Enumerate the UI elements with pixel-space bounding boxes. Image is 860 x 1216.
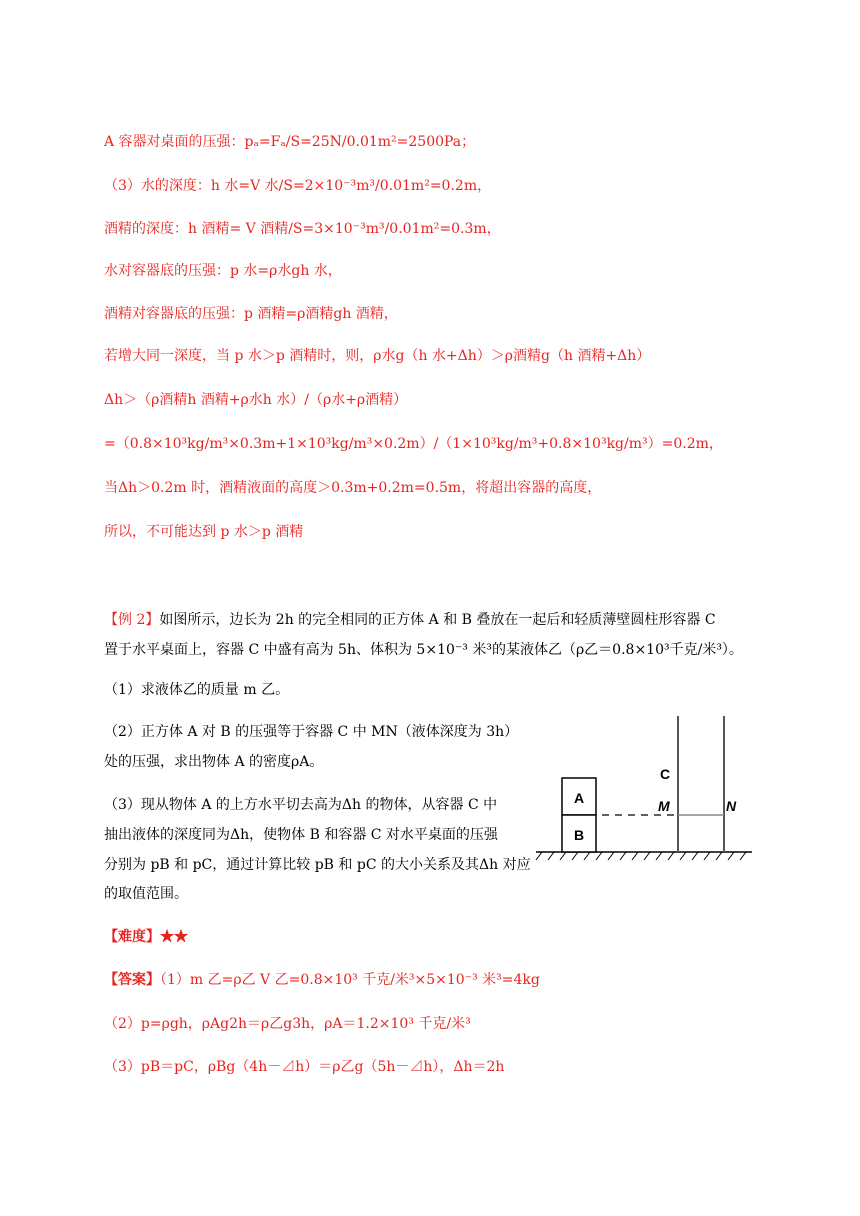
- label-n: N: [726, 798, 737, 814]
- question-2-line-1: （2）正方体 A 对 B 的压强等于容器 C 中 MN（液体深度为 3h）: [104, 724, 519, 740]
- solution-line-7: Δh＞（ρ酒精h 酒精+ρ水h 水）/（ρ水+ρ酒精）: [104, 392, 408, 408]
- question-1: （1）求液体乙的质量 m 乙。: [104, 682, 290, 698]
- solution-line-2: （3）水的深度：h 水=V 水/S=2×10⁻³m³/0.01m²=0.2m，: [104, 178, 492, 194]
- answer-2: （2）p=ρgh，ρAg2h＝ρ乙g3h，ρA＝1.2×10³ 千克/米³: [104, 1016, 471, 1032]
- answer-label: 【答案】: [104, 972, 160, 988]
- question-3-line-1: （3）现从物体 A 的上方水平切去高为Δh 的物体，从容器 C 中: [104, 797, 498, 813]
- solution-line-8: =（0.8×10³kg/m³×0.3m+1×10³kg/m³×0.2m）/（1×10³kg/m³+0.8×10³kg/m³）=0.2m，: [104, 436, 723, 452]
- example-intro-line-2: 置于水平桌面上，容器 C 中盛有高为 5h、体积为 5×10⁻³ 米³的某液体乙（ρ乙＝0.8×10³千克/米³）。: [104, 642, 743, 658]
- figure-container-diagram: [534, 712, 756, 864]
- solution-line-10: 所以，不可能达到 p 水＞p 酒精: [104, 524, 304, 540]
- solution-line-1: A 容器对桌面的压强：pₐ=Fₐ/S=25N/0.01m²=2500Pa；: [104, 134, 476, 150]
- answer-1: （1）m 乙=ρ乙 V 乙=0.8×10³ 千克/米³×5×10⁻³ 米³=4kg: [160, 972, 540, 988]
- question-3-line-3: 分别为 pB 和 pC，通过计算比较 pB 和 pC 的大小关系及其Δh 对应: [104, 857, 531, 873]
- question-3-line-2: 抽出液体的深度同为Δh，使物体 B 和容器 C 对水平桌面的压强: [104, 827, 498, 843]
- question-2-line-2: 处的压强，求出物体 A 的密度ρA。: [104, 754, 324, 770]
- answer-row-1: [104, 970, 540, 990]
- label-a: A: [573, 790, 585, 806]
- label-m: M: [658, 798, 670, 814]
- example-tag: 【例 2】: [104, 612, 160, 628]
- label-c: C: [660, 766, 671, 782]
- example-intro-1: 如图所示，边长为 2h 的完全相同的正方体 A 和 B 叠放在一起后和轻质薄壁圆柱形容器 C: [159, 612, 716, 628]
- solution-line-9: 当Δh＞0.2m 时，酒精液面的高度＞0.3m+0.2m=0.5m，将超出容器的高度，: [104, 480, 602, 496]
- answer-3: （3）pB＝pC，ρBg（4h－⊿h）＝ρ乙g（5h－⊿h），Δh＝2h: [104, 1059, 505, 1075]
- difficulty-label: 【难度】: [104, 929, 160, 945]
- solution-line-5: 酒精对容器底的压强：p 酒精=ρ酒精gh 酒精，: [104, 306, 398, 322]
- table-hatching: [536, 852, 746, 860]
- solution-line-3: 酒精的深度：h 酒精= V 酒精/S=3×10⁻³m³/0.01m²=0.3m，: [104, 221, 501, 237]
- difficulty-row: [104, 927, 188, 947]
- solution-line-6: 若增大同一深度，当 p 水＞p 酒精时，则，ρ水g（h 水+Δh）＞ρ酒精g（h 酒精+Δh）: [104, 348, 651, 364]
- question-3-line-4: 的取值范围。: [104, 886, 188, 902]
- difficulty-stars: ★★: [160, 929, 188, 945]
- label-b: B: [573, 827, 585, 843]
- example-intro-line-1: [104, 610, 716, 630]
- solution-line-4: 水对容器底的压强：p 水=ρ水gh 水，: [104, 263, 342, 279]
